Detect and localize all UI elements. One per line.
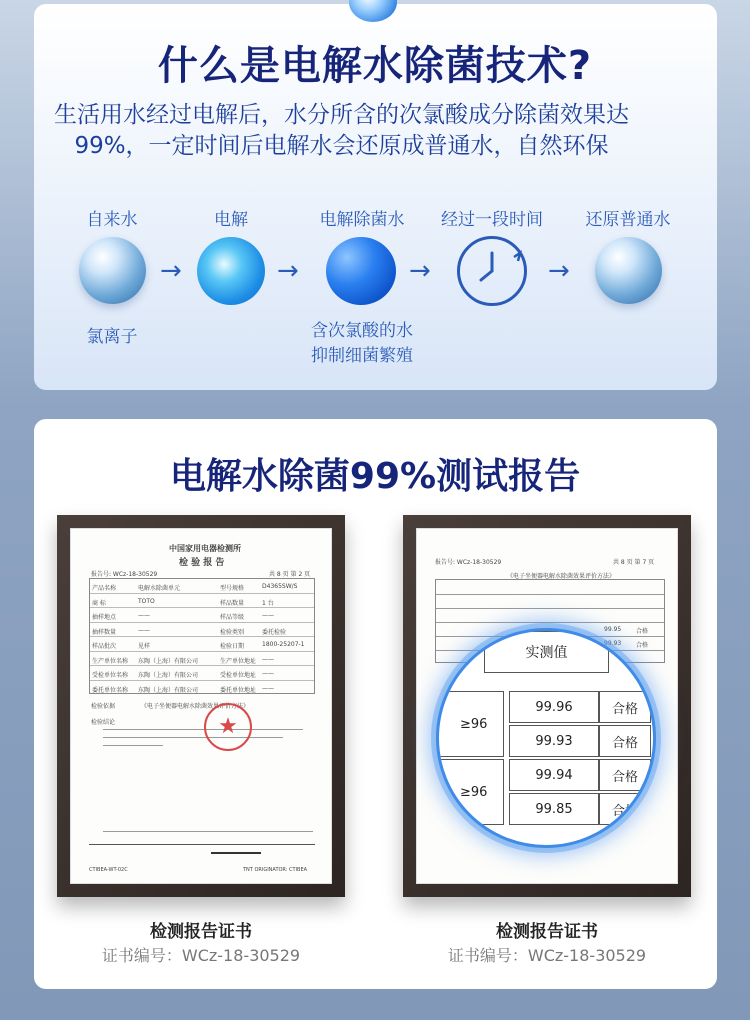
arrow-right-icon: → <box>409 256 431 286</box>
effect-label-line1: 含次氯酸的水 <box>311 321 413 341</box>
doc-cell: —— <box>262 684 274 692</box>
result-cell: 合格 <box>599 793 651 825</box>
doc-row <box>90 594 314 609</box>
doc-cell: 型号规格 <box>220 585 245 592</box>
effect-label-line2: 抑制细菌繁殖 <box>311 346 413 366</box>
requirement-cell: ≥96 <box>436 759 504 825</box>
doc-cell: —— <box>262 670 274 677</box>
doc-cell: 检验类别 <box>220 628 245 636</box>
section-title-tech: 什么是电解水除菌技术? <box>157 43 593 89</box>
doc-cell: 样品数量 <box>220 599 245 607</box>
doc-cell: 生产单位地址 <box>220 657 257 665</box>
doc-page: 共 8 页 第 7 页 <box>613 559 655 566</box>
doc-org: 中国家用电器检测所 <box>169 544 241 553</box>
doc-value: 99.95 <box>604 626 622 633</box>
certificate-frame-1 <box>57 515 345 897</box>
doc-cell: 抽样数量 <box>92 628 117 636</box>
doc-row-line <box>436 622 664 623</box>
doc-cell: 样品等级 <box>220 614 245 621</box>
doc-page: 共 8 页 第 2 页 <box>269 571 311 578</box>
certificate-caption-2: 检测报告证书 <box>496 922 598 942</box>
doc-divider <box>89 844 315 845</box>
doc-cell: 抽样地点 <box>92 614 117 621</box>
magnifier-lens <box>436 628 656 848</box>
doc-basis-value: 《电子坐便器电解水除菌效果评价方法》 <box>141 703 250 710</box>
result-cell: 合格 <box>599 725 651 757</box>
doc-cell: —— <box>138 612 150 619</box>
chloride-ion-label: 氯离子 <box>86 327 138 347</box>
doc-footer-left: CTIBEA-WT-02C <box>89 867 128 873</box>
doc-cell: 电解水除菌单元 <box>138 585 181 592</box>
doc-text-line <box>103 729 303 730</box>
section-title-report: 电解水除菌99%测试报告 <box>169 456 581 497</box>
doc-row <box>90 608 314 623</box>
doc-cell: 样品批次 <box>92 643 117 650</box>
doc-conclusion-label: 检验结论 <box>91 719 116 726</box>
doc-cell: 委托检验 <box>262 628 287 636</box>
doc-number: 报告号: WCz-18-30529 <box>435 559 502 566</box>
arrow-right-icon: → <box>160 256 182 286</box>
electrolysis-ball-icon <box>197 237 265 305</box>
signature <box>211 852 261 854</box>
doc-result: 合格 <box>636 628 649 635</box>
water-drop-icon <box>595 237 662 304</box>
step-label-time-passes: 经过一段时间 <box>441 210 543 230</box>
doc-text-line <box>103 745 163 746</box>
tech-description: 生活用水经过电解后，水分所含的次氯酸成分除菌效果达99%，一定时间后电解水会还原成普通水，自然环保 <box>54 102 629 159</box>
doc-footer-right: TNT ORIGINATOR: CTIBEA <box>243 867 308 873</box>
doc-value: 99.93 <box>604 640 622 647</box>
result-cell: 合格 <box>599 691 651 723</box>
doc-cell: —— <box>262 612 274 619</box>
certificate-number-2: 证书编号：WCz-18-30529 <box>447 946 647 965</box>
doc-cell: 产品名称 <box>92 585 117 592</box>
doc-cell: 委托单位地址 <box>220 686 257 694</box>
doc-result: 合格 <box>636 642 649 649</box>
arrow-right-icon: → <box>548 256 570 286</box>
water-drop-icon <box>79 237 146 304</box>
doc-text-line <box>103 831 313 832</box>
doc-cell: 见样 <box>138 643 151 650</box>
doc-title: 检 验 报 告 <box>179 558 225 568</box>
clock-icon <box>457 236 527 306</box>
doc-row <box>90 637 314 652</box>
magnified-header: 实测值 <box>484 631 609 673</box>
official-seal-icon: ★ <box>204 703 252 751</box>
measured-value-cell: 99.96 <box>509 691 599 723</box>
measured-value-cell: 99.85 <box>509 793 599 825</box>
doc-cell: —— <box>138 626 150 634</box>
doc-cell: —— <box>262 655 274 663</box>
doc-basis-label: 检验依据 <box>91 703 116 710</box>
doc-cell: 受检单位名称 <box>92 672 129 679</box>
result-cell: 合格 <box>599 759 651 791</box>
doc-text-line <box>103 737 283 738</box>
step-label-restored-water: 还原普通水 <box>585 210 671 230</box>
blue-water-drop-icon <box>326 237 396 305</box>
doc-row <box>90 666 314 681</box>
step-label-tap-water: 自来水 <box>86 210 138 230</box>
doc-cell: TOTO <box>138 597 155 605</box>
doc-row <box>90 579 314 594</box>
doc-cell: 检验日期 <box>220 643 245 650</box>
measured-value-cell: 99.94 <box>509 759 599 791</box>
step-label-electrolysis: 电解 <box>214 210 248 230</box>
doc-table <box>89 578 315 694</box>
certificate-caption-1: 检测报告证书 <box>150 922 252 942</box>
doc-cell: 东陶（上海）有限公司 <box>138 686 199 694</box>
certificate-number-1: 证书编号：WCz-18-30529 <box>101 946 301 965</box>
doc-row-line <box>436 608 664 609</box>
requirement-cell: ≥96 <box>436 691 504 757</box>
doc-cell: 东陶（上海）有限公司 <box>138 672 199 679</box>
doc-row <box>90 623 314 638</box>
doc-cell: 受检单位地址 <box>220 672 257 679</box>
magnified-results-table <box>436 631 656 848</box>
doc-cell: 1800-25207-1 <box>262 641 305 648</box>
doc-row <box>90 652 314 667</box>
doc-row-line <box>436 594 664 595</box>
doc-cell: 东陶（上海）有限公司 <box>138 657 199 665</box>
doc-cell: 生产单位名称 <box>92 657 129 665</box>
doc-row <box>90 681 314 696</box>
doc-cell: 委托单位名称 <box>92 686 129 694</box>
doc-cell: 1 台 <box>262 599 274 607</box>
measured-value-cell: 99.93 <box>509 725 599 757</box>
doc-cell: 商 标 <box>92 599 106 607</box>
step-label-electrolyzed-water: 电解除菌水 <box>319 210 405 230</box>
arrow-right-icon: → <box>277 256 299 286</box>
doc-number: 报告号: WCz-18-30529 <box>91 571 158 578</box>
report-document-1 <box>70 528 332 884</box>
doc-method-title: 《电子坐便器电解水除菌效果评价方法》 <box>507 573 616 580</box>
doc-cell: D4365SW/S <box>262 583 298 590</box>
